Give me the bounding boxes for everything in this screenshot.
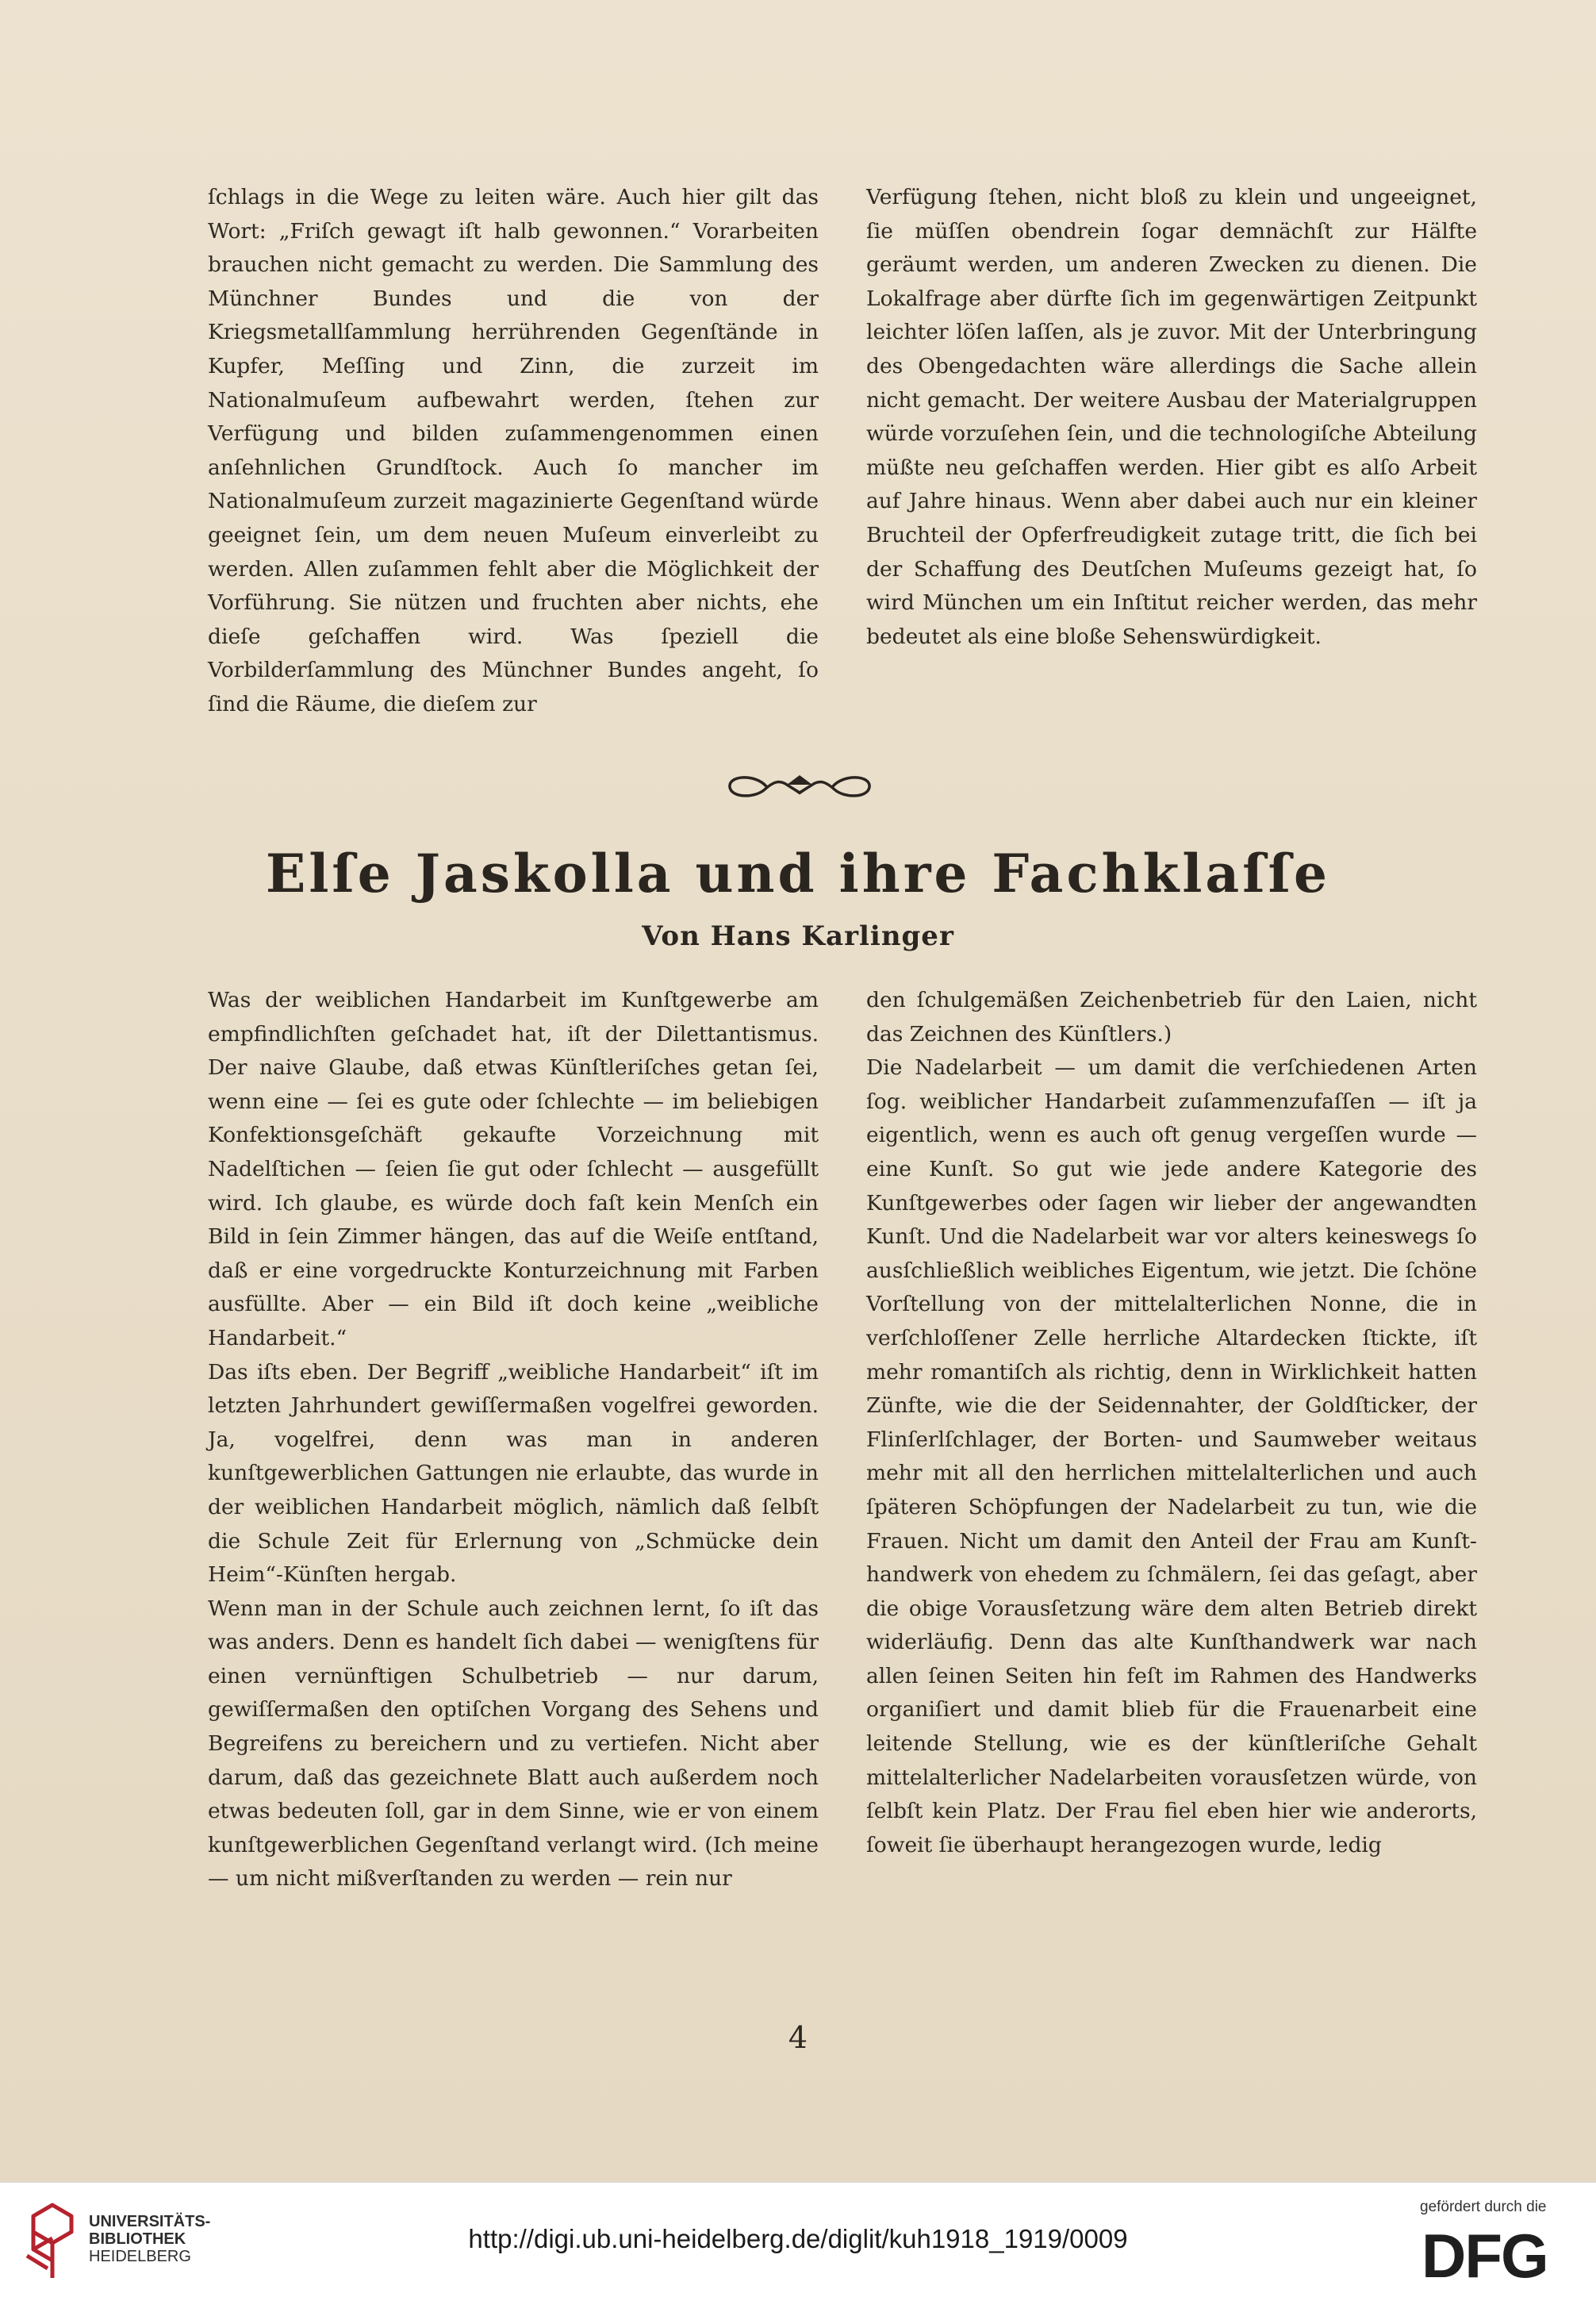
paragraph: Das iſts eben. Der Begriff „weibliche Handarbeit“ iſt im letzten Jahrhundert gewiſſermaßen vogelfrei geworden. Ja, vogelfrei, denn was man in anderen kunſtgewerblichen Gattungen nie erlaubte, das wurde in der weiblichen Handarbeit möglich, nämlich daß ſelbſt die Schule Zeit für Erlernung von „Schmücke dein Heim“-Künſten hergab. bbox=[208, 1359, 819, 1588]
bottom-right-column bbox=[866, 984, 1477, 1862]
document-url-link[interactable]: http://digi.ub.uni-heidelberg.de/diglit/kuh1918_1919/0009 bbox=[468, 2224, 1128, 2253]
paragraph: Was der weiblichen Handarbeit im Kunſtgewerbe am empfindlichſten geſchadet hat, iſt der Dilettantismus. Der naive Glaube, daß etwas Künſtleriſches getan ſei, wenn eine — ſei es gute oder ſchlechte — im beliebigen Konfektionsgeſchäft gekaufte Vorzeichnung mit Nadelſtichen — ſeien ſie gut oder ſchlecht — ausgefüllt wird. Ich glaube, es würde doch faſt kein Menſch ein Bild in ſein Zimmer hängen, das auf die Weiſe entſtand, daß er eine vorgedruckte Konturzeichnung mit Farben ausfüllte. Aber — ein Bild iſt doch keine „weibliche Handarbeit.“ bbox=[208, 988, 819, 1350]
paragraph: Wenn man in der Schule auch zeichnen lernt, ſo iſt das was anders. Denn es handelt ſich dabei — wenigſtens für einen vernünftigen Schulbetrieb — nur darum, gewiſſermaßen den optiſchen Vorgang des Sehens und Begreifens zu bereichern und zu vertiefen. Nicht aber darum, daß das gezeichnete Blatt auch außerdem noch etwas bedeuten ſoll, gar in dem Sinne, wie er von einem kunſtgewerblichen Gegenſtand verlangt wird. (Ich meine — um nicht mißverſtanden zu werden — rein nur bbox=[208, 1596, 819, 1892]
library-name: UNIVERSITÄTS- BIBLIOTHEK HEIDELBERG bbox=[89, 2213, 211, 2265]
paragraph: ſchlags in die Wege zu leiten wäre. Auch hier gilt das Wort: „Friſch gewagt iſt halb gewonnen.“ Vorarbeiten brauchen nicht gemacht zu werden. Die Sammlung des Münchner Bundes und die von der Kriegsmetallſammlung herrührenden Gegenſtände in Kupfer, Meſſing und Zinn, die zurzeit im Nationalmuſeum aufbewahrt werden, ſtehen zur Verfügung und bilden zuſammengenommen einen anſehnlichen Grundſtock. Auch ſo mancher im Nationalmuſeum zurzeit magazinierte Gegenſtand würde geeignet ſein, um dem neuen Muſeum einverleibt zu werden. Allen zuſammen fehlt aber die Möglichkeit der Vorführung. Sie nützen und fruchten aber nichts, ehe dieſe geſchaffen wird. Was ſpeziell die Vorbilderſammlung des Münchner Bundes angeht, ſo ſind die Räume, die dieſem zur bbox=[208, 185, 819, 716]
bottom-left-column bbox=[208, 984, 819, 1896]
article-title: Elſe Jaskolla und ihre Fachklaſſe bbox=[266, 843, 1330, 905]
paragraph: Verfügung ſtehen, nicht bloß zu klein und ungeeignet, ſie müſſen obendrein ſogar demnächſt zur Hälfte geräumt werden, um anderen Zwecken zu dienen. Die Lokalfrage aber dürfte ſich im gegenwärtigen Zeitpunkt leichter löſen laſſen, als je zuvor. Mit der Unterbringung des Obengedachten wäre allerdings die Sache allein nicht gemacht. Der weitere Ausbau der Materialgruppen würde vorzuſehen ſein, und die technologiſche Abteilung müßte neu geſchaffen werden. Hier gibt es alſo Arbeit auf Jahre hinaus. Wenn aber dabei auch nur ein kleiner Bruchteil der Opferfreudigkeit zutage tritt, die ſich bei der Schaffung des Deutſchen Muſeums gezeigt hat, ſo wird München um ein Inſtitut reicher werden, das mehr bedeutet als eine bloße Sehenswürdigkeit. bbox=[866, 185, 1477, 649]
page-number: 4 bbox=[788, 2020, 808, 2055]
viewer-footer bbox=[0, 2182, 1596, 2297]
top-left-column bbox=[208, 181, 819, 722]
article-byline: Von Hans Karlinger bbox=[642, 920, 954, 952]
ornament-divider-icon bbox=[720, 763, 879, 809]
paragraph: den ſchulgemäßen Zeichenbetrieb für den Laien, nicht das Zeichnen des Künſtlers.) bbox=[866, 988, 1477, 1047]
paragraph: Die Nadelarbeit — um damit die verſchiedenen Arten ſog. weiblicher Handarbeit zuſammenzufaſſen — iſt ja eigentlich, wenn es auch oft genug vergeſſen wurde — eine Kunſt. So gut wie jede andere Kategorie des Kunſtgewerbes oder ſagen wir lieber der angewandten Kunſt. Und die Nadelarbeit war vor alters keineswegs ſo ausſchließlich weibliches Eigentum, wie jetzt. Die ſchöne Vorſtellung von der mittelalterlichen Nonne, die in verſchloſſener Zelle herrliche Altardecken ſtickte, iſt mehr romantiſch als richtig, denn in Wirklichkeit hatten Zünfte, wie die der Seidennahter, der Goldſticker, der Flinſerlſchlager, der Borten- und Saumweber weitaus mehr mit all den herrlichen mittelalterlichen und auch ſpäteren Schöpfungen der Nadelarbeit zu tun, wie die Frauen. Nicht um damit den Anteil der Frau am Kunſthandwerk von ehedem zu ſchmälern, ſei das geſagt, aber die obige Vorausſetzung wäre dem alten Betrieb direkt widerläufig. Denn das alte Kunſthandwerk war nach allen ſeinen Seiten hin feſt im Rahmen des Handwerks organiſiert und damit blieb für die Frauenarbeit eine leitende Stellung, wie es der künſtleriſche Gehalt mittelalterlicher Nadelarbeiten vorausſetzen würde, von ſelbſt kein Platz. Der Frau fiel eben hier wie anderorts, ſoweit ſie überhaupt herangezogen wurde, ledig bbox=[866, 1055, 1477, 1857]
top-right-column bbox=[866, 181, 1477, 654]
funding-caption: gefördert durch die bbox=[1420, 2199, 1547, 2215]
dfg-logo: DFG bbox=[1421, 2221, 1548, 2291]
